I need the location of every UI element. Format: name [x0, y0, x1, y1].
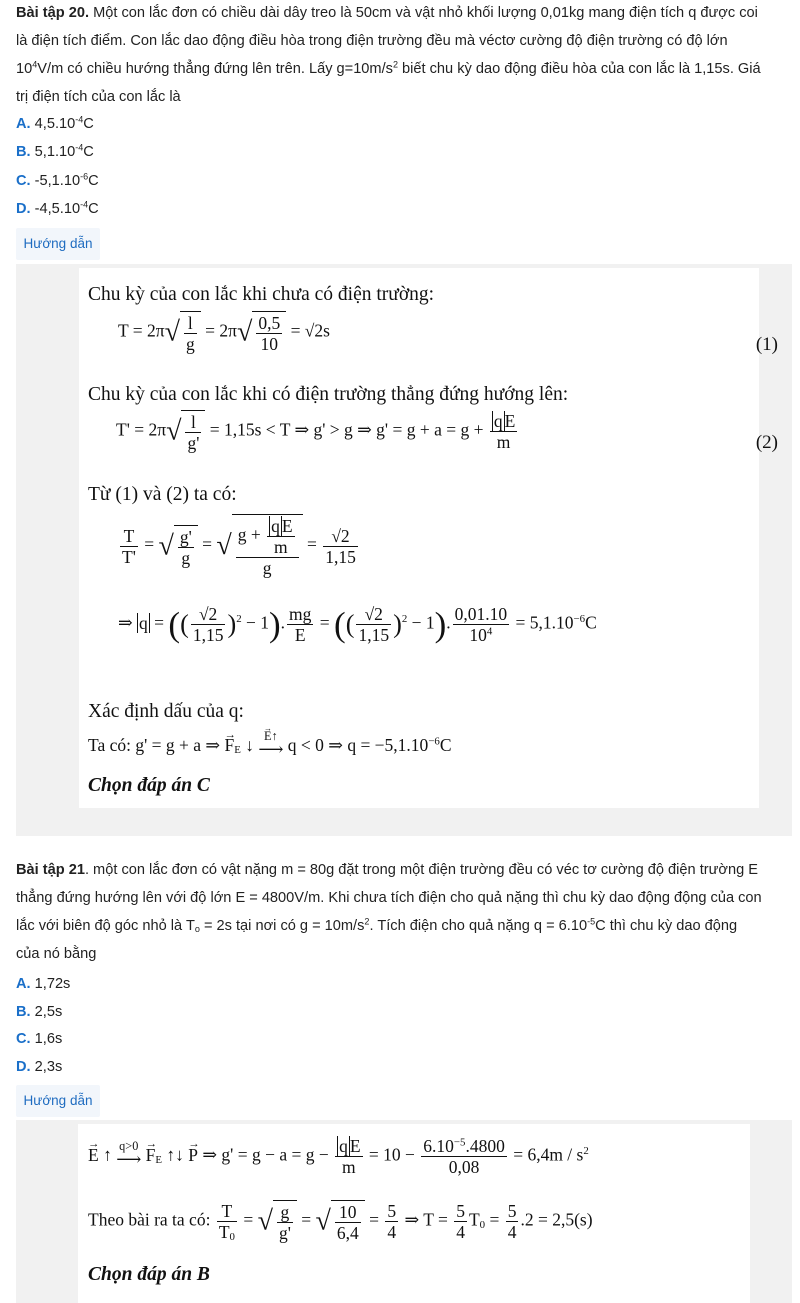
p21-l3c: = 2s tại nơi có g = 10m/s — [199, 918, 365, 934]
p20-choose-answer: Chọn đáp án C — [88, 775, 210, 796]
problem-20-line-3 — [16, 55, 790, 83]
problem-20-label: Bài tập 20. — [16, 5, 89, 21]
option-text: 5,1.10 — [34, 144, 76, 160]
option-unit: C — [83, 144, 94, 160]
option-exp: -4 — [80, 199, 89, 210]
option-letter: B. — [16, 1004, 31, 1020]
p21-eq-1: → E ↑ q>0 ⟶ → $F_E$ ↑↓ → P ⇒ g' = g − a = g − $\frac{\text{q E}}{m}$ = 10 − $\frac{6.10^{-5}.4800}{0,08}$ = $6,4m / s^2$ — [88, 1136, 589, 1177]
p20-option-a[interactable] — [16, 114, 94, 134]
p21-option-a[interactable] — [16, 974, 70, 994]
p20-solution-panel — [16, 264, 792, 836]
p20-l3a: 10 — [16, 61, 33, 77]
p20-eq-5: Ta có: g' = g + a ⇒ → $F_E$ ↓ → E↑ ⟶ q < 0 ⇒ $q = -5,1.10^{-6}C$ — [88, 734, 452, 760]
eq-tag-2: (2) — [755, 432, 778, 453]
p21-l3f: -5 — [587, 916, 596, 927]
option-text: 1,72s — [34, 976, 71, 992]
problem-21-label: Bài tập 21 — [16, 862, 85, 878]
option-exp: -6 — [80, 171, 89, 182]
p20-option-d[interactable] — [16, 199, 99, 219]
p21-l3g: C thì chu kỳ dao động — [595, 918, 738, 934]
p20-guide-toggle[interactable]: Hướng dẫn — [16, 228, 100, 260]
problem-20-text-1: Một con lắc đơn có chiều dài dây treo là 50cm và vật nhỏ khối lượng 0,01kg mang điện tích q được coi — [93, 5, 758, 21]
p21-l1: . một con lắc đơn có vật nặng m = 80g đặt trong một điện trường đều có véc tơ cường độ điện trường E — [84, 862, 758, 878]
problem-21-line-3 — [16, 912, 790, 940]
p21-option-b[interactable] — [16, 1002, 62, 1022]
problem-20-line-1 — [16, 0, 790, 27]
option-text: 4,5.10 — [34, 116, 76, 132]
option-letter: C. — [16, 1031, 31, 1047]
option-unit: C — [88, 201, 99, 217]
problem-21-line-2: thẳng đứng hướng lên với độ lớn E = 4800V/m. Khi chưa tích điện cho quả nặng thì chu kỳ dao động động của con — [16, 890, 762, 906]
option-letter: A. — [16, 976, 31, 992]
option-letter: A. — [16, 116, 31, 132]
option-text: -4,5.10 — [34, 201, 81, 217]
p21-option-d[interactable] — [16, 1057, 62, 1077]
option-letter: D. — [16, 201, 31, 217]
p20-ta-co: Ta có: — [88, 735, 131, 756]
p20-option-b[interactable] — [16, 142, 94, 162]
problem-21-line-1 — [16, 856, 790, 884]
option-letter: D. — [16, 1059, 31, 1075]
p20-l3d: 2 — [392, 59, 398, 70]
option-text: -5,1.10 — [34, 173, 81, 189]
option-text: 2,3s — [34, 1059, 63, 1075]
p21-choose-answer: Chọn đáp án B — [88, 1264, 210, 1285]
problem-20-line-4: trị điện tích của con lắc là — [16, 89, 181, 105]
p21-guide-toggle[interactable]: Hướng dẫn — [16, 1085, 100, 1117]
problem-21-statement — [16, 856, 790, 968]
p20-l3b: 4 — [32, 59, 38, 70]
problem-20-statement — [16, 0, 790, 111]
p20-eq-1: T = 2π√ $\frac{l}{g}$ = 2π√ $\frac{0,5}{10}$ = √2s — [118, 313, 330, 355]
p20-l3e: biết chu kỳ dao động điều hòa của con lắc là 1,15s. Giá — [397, 61, 761, 77]
p20-l3c: V/m có chiều hướng thẳng đứng lên trên. Lấy g=10m/s — [37, 61, 393, 77]
p20-eq-3: $\frac{T}{T'}$ = √ $\frac{g'}{g}$ = √ g + $\frac{\text{q E}}{m}$ g = $\frac{√2}{1,15}$ — [122, 516, 356, 579]
p20-sol-line-3: Từ (1) và (2) ta có: — [88, 484, 237, 505]
p21-option-c[interactable] — [16, 1029, 62, 1049]
p20-sol-line-1: Chu kỳ của con lắc khi chưa có điện trường: — [88, 284, 435, 305]
option-text: 1,6s — [34, 1031, 63, 1047]
eq-tag-1: (1) — [755, 334, 778, 355]
p20-option-c[interactable] — [16, 171, 99, 191]
p21-l3b: o — [194, 923, 200, 934]
option-letter: C. — [16, 173, 31, 189]
option-exp: -4 — [75, 142, 84, 153]
option-unit: C — [83, 116, 94, 132]
p20-sol-line-2: Chu kỳ của con lắc khi có điện trường thẳng đứng hướng lên: — [88, 384, 569, 405]
option-letter: B. — [16, 144, 31, 160]
option-unit: C — [88, 173, 99, 189]
p20-eq-2: T' = 2π√ $\frac{l}{g'}$ = 1,15s < T ⇒ g' > g ⇒ g' = g + a = g + $\frac{\text{q E}}{m}$ — [116, 411, 516, 454]
option-text: 2,5s — [34, 1004, 63, 1020]
p21-l3e: . Tích điện cho quả nặng q = 6.10 — [369, 918, 588, 934]
p21-eq-2: Theo bài ra ta có: $\frac{T}{T_0}$ = √ $\frac{g}{g'}$ = √ $\frac{10}{6,4}$ = $\frac{5}{4}$ ⇒ T = $\frac{5}{4}$ $T_0$ = $\frac{5}{4}$ .2 = 2,5(s) — [88, 1201, 593, 1244]
p20-sol-line-4: Xác định dấu của q: — [88, 701, 244, 722]
option-exp: -4 — [75, 114, 84, 125]
p20-eq-4: ⇒ q = (( $\frac{√2}{1,15}$ )$^2$ − 1). $\frac{mg}{E}$ = (( $\frac{√2}{1,15}$ )$^2$ − 1). $\frac{0,01.10}{10^4}$ = $5,1.10^{-6}C$ — [118, 604, 597, 646]
p21-l3d: 2 — [364, 916, 370, 927]
p21-theo-bai: Theo bài ra ta có: — [88, 1209, 211, 1230]
problem-20-line-2: là điện tích điểm. Con lắc dao động điều hòa trong điện trường đều mà véctơ cường độ điện trường có độ lớn — [16, 33, 728, 49]
problem-21-line-4: của nó bằng — [16, 946, 97, 962]
p21-l3a: lắc với biên độ góc nhỏ là T — [16, 918, 195, 934]
p21-solution-panel — [16, 1120, 792, 1303]
